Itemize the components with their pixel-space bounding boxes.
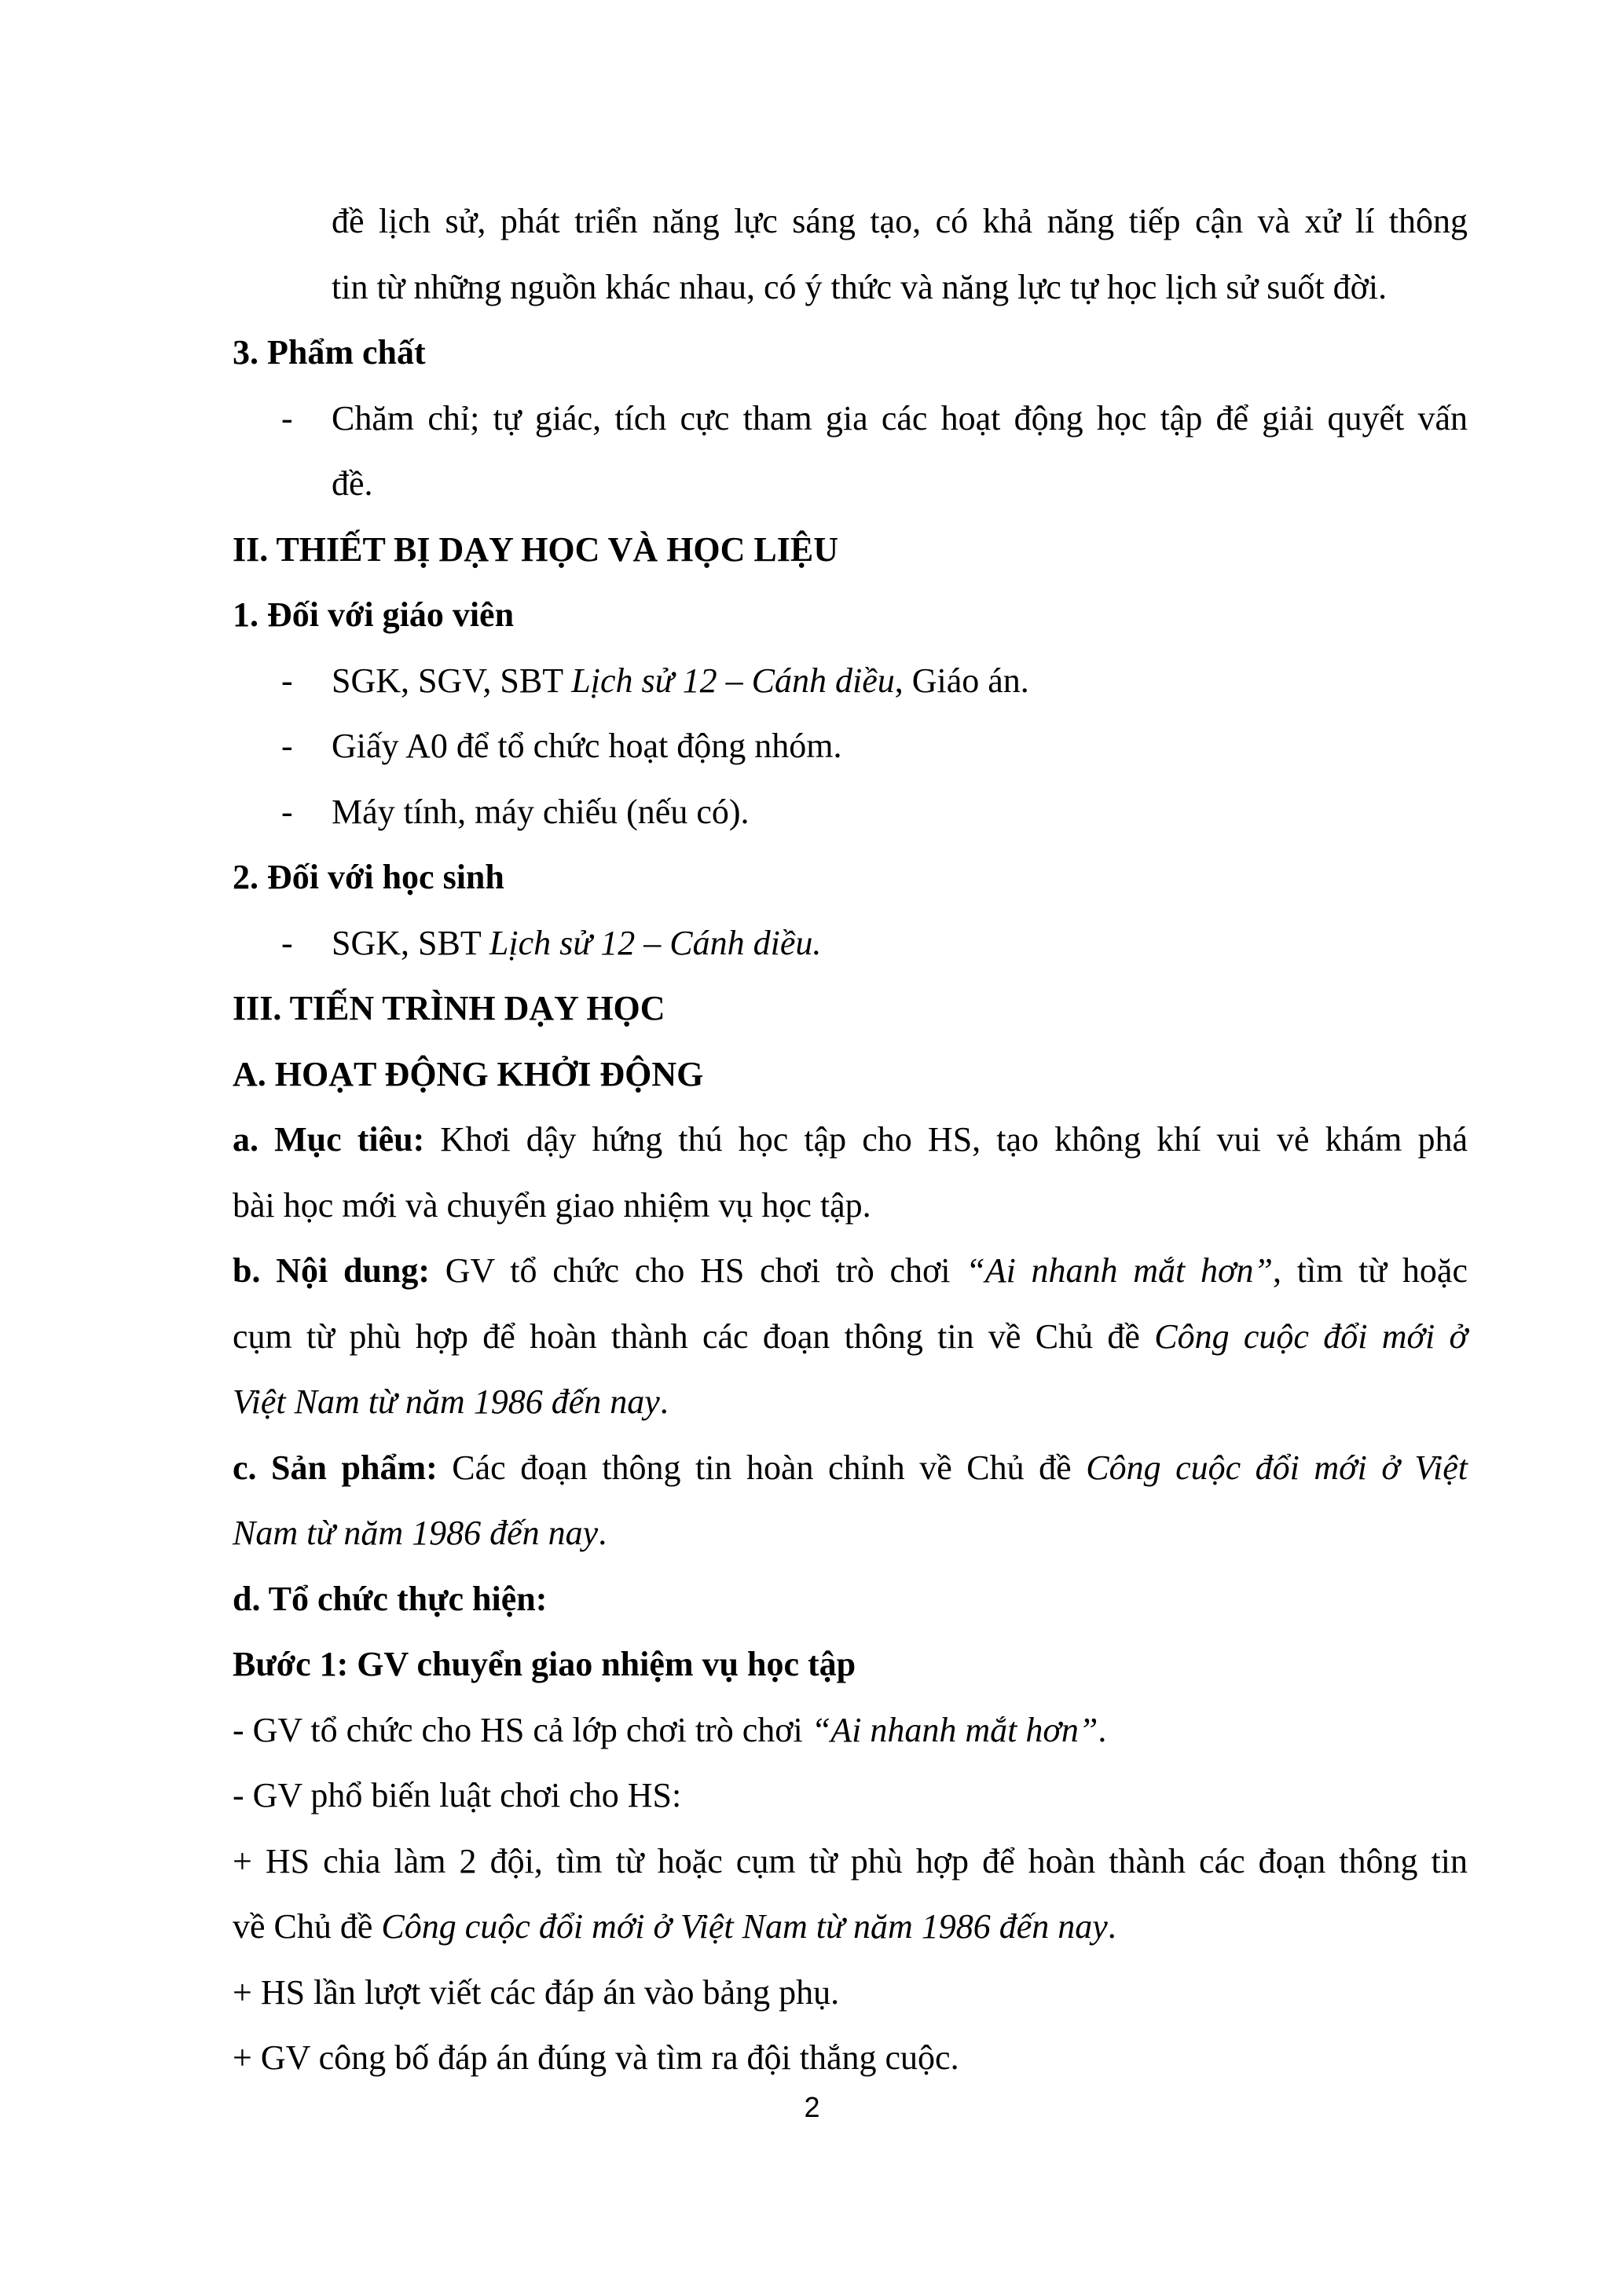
paragraph-san-pham: c. Sản phẩm: Các đoạn thông tin hoàn chỉnh về Chủ đề Công cuộc đổi mới ở Việt bbox=[233, 1448, 1468, 1487]
paragraph-noi-dung-cont: cụm từ phù hợp để hoàn thành các đoạn thông tin về Chủ đề Công cuộc đổi mới ở bbox=[233, 1316, 1468, 1356]
paragraph-continuation-line: tin từ những nguồn khác nhau, có ý thức và năng lực tự học lịch sử suốt đời. bbox=[332, 267, 1388, 306]
list-dash: - bbox=[281, 792, 293, 831]
paragraph-step-line: - GV tổ chức cho HS cả lớp chơi trò chơi “Ai nhanh mắt hơn”. bbox=[233, 1710, 1107, 1749]
document-body bbox=[233, 189, 1468, 2091]
paragraph-step-line: + GV công bố đáp án đúng và tìm ra đội thắng cuộc. bbox=[233, 2038, 959, 2077]
paragraph-step-line: + HS lần lượt viết các đáp án vào bảng phụ. bbox=[233, 1972, 840, 2012]
list-item-continuation: đề. bbox=[332, 464, 373, 503]
list-item: - SGK, SBT Lịch sử 12 – Cánh diều. bbox=[233, 910, 1468, 976]
heading-section-2: II. THIẾT BỊ DẠY HỌC VÀ HỌC LIỆU bbox=[233, 529, 839, 569]
heading-buoc-1: Bước 1: GV chuyển giao nhiệm vụ học tập bbox=[233, 1645, 856, 1683]
paragraph-step-line: + HS chia làm 2 đội, tìm từ hoặc cụm từ phù hợp để hoàn thành các đoạn thông tin bbox=[233, 1841, 1468, 1880]
paragraph-step-line: về Chủ đề Công cuộc đổi mới ở Việt Nam từ năm 1986 đến nay. bbox=[233, 1907, 1116, 1946]
list-dash: - bbox=[281, 923, 293, 962]
list-item: - Giấy A0 để tổ chức hoạt động nhóm. bbox=[233, 713, 1468, 779]
list-item: - Chăm chỉ; tự giác, tích cực tham gia các hoạt động học tập để giải quyết vấn bbox=[233, 386, 1468, 452]
heading-to-chuc: d. Tổ chức thực hiện: bbox=[233, 1579, 548, 1618]
heading-giao-vien: 1. Đối với giáo viên bbox=[233, 595, 515, 634]
heading-hoc-sinh: 2. Đối với học sinh bbox=[233, 858, 504, 896]
heading-section-a: A. HOẠT ĐỘNG KHỞI ĐỘNG bbox=[233, 1054, 704, 1093]
list-dash: - bbox=[281, 661, 293, 700]
list-item: - SGK, SGV, SBT Lịch sử 12 – Cánh diều, Giáo án. bbox=[233, 648, 1468, 714]
list-dash: - bbox=[281, 398, 293, 438]
paragraph-noi-dung: b. Nội dung: GV tổ chức cho HS chơi trò chơi “Ai nhanh mắt hơn”, tìm từ hoặc bbox=[233, 1251, 1468, 1290]
paragraph-step-line: - GV phổ biến luật chơi cho HS: bbox=[233, 1776, 682, 1814]
paragraph-san-pham-cont: Nam từ năm 1986 đến nay. bbox=[233, 1514, 607, 1552]
list-item: - Máy tính, máy chiếu (nếu có). bbox=[233, 779, 1468, 845]
paragraph-muc-tieu-cont: bài học mới và chuyển giao nhiệm vụ học tập. bbox=[233, 1185, 871, 1225]
paragraph-noi-dung-cont: Việt Nam từ năm 1986 đến nay. bbox=[233, 1382, 669, 1421]
list-dash: - bbox=[281, 727, 293, 765]
page-number: 2 bbox=[804, 2091, 820, 2123]
heading-pham-chat: 3. Phẩm chất bbox=[233, 333, 426, 372]
paragraph-muc-tieu: a. Mục tiêu: Khơi dậy hứng thú học tập cho HS, tạo không khí vui vẻ khám phá bbox=[233, 1120, 1468, 1159]
heading-section-3: III. TIẾN TRÌNH DẠY HỌC bbox=[233, 989, 665, 1027]
paragraph-continuation-line: đề lịch sử, phát triển năng lực sáng tạo, có khả năng tiếp cận và xử lí thông bbox=[332, 202, 1468, 240]
